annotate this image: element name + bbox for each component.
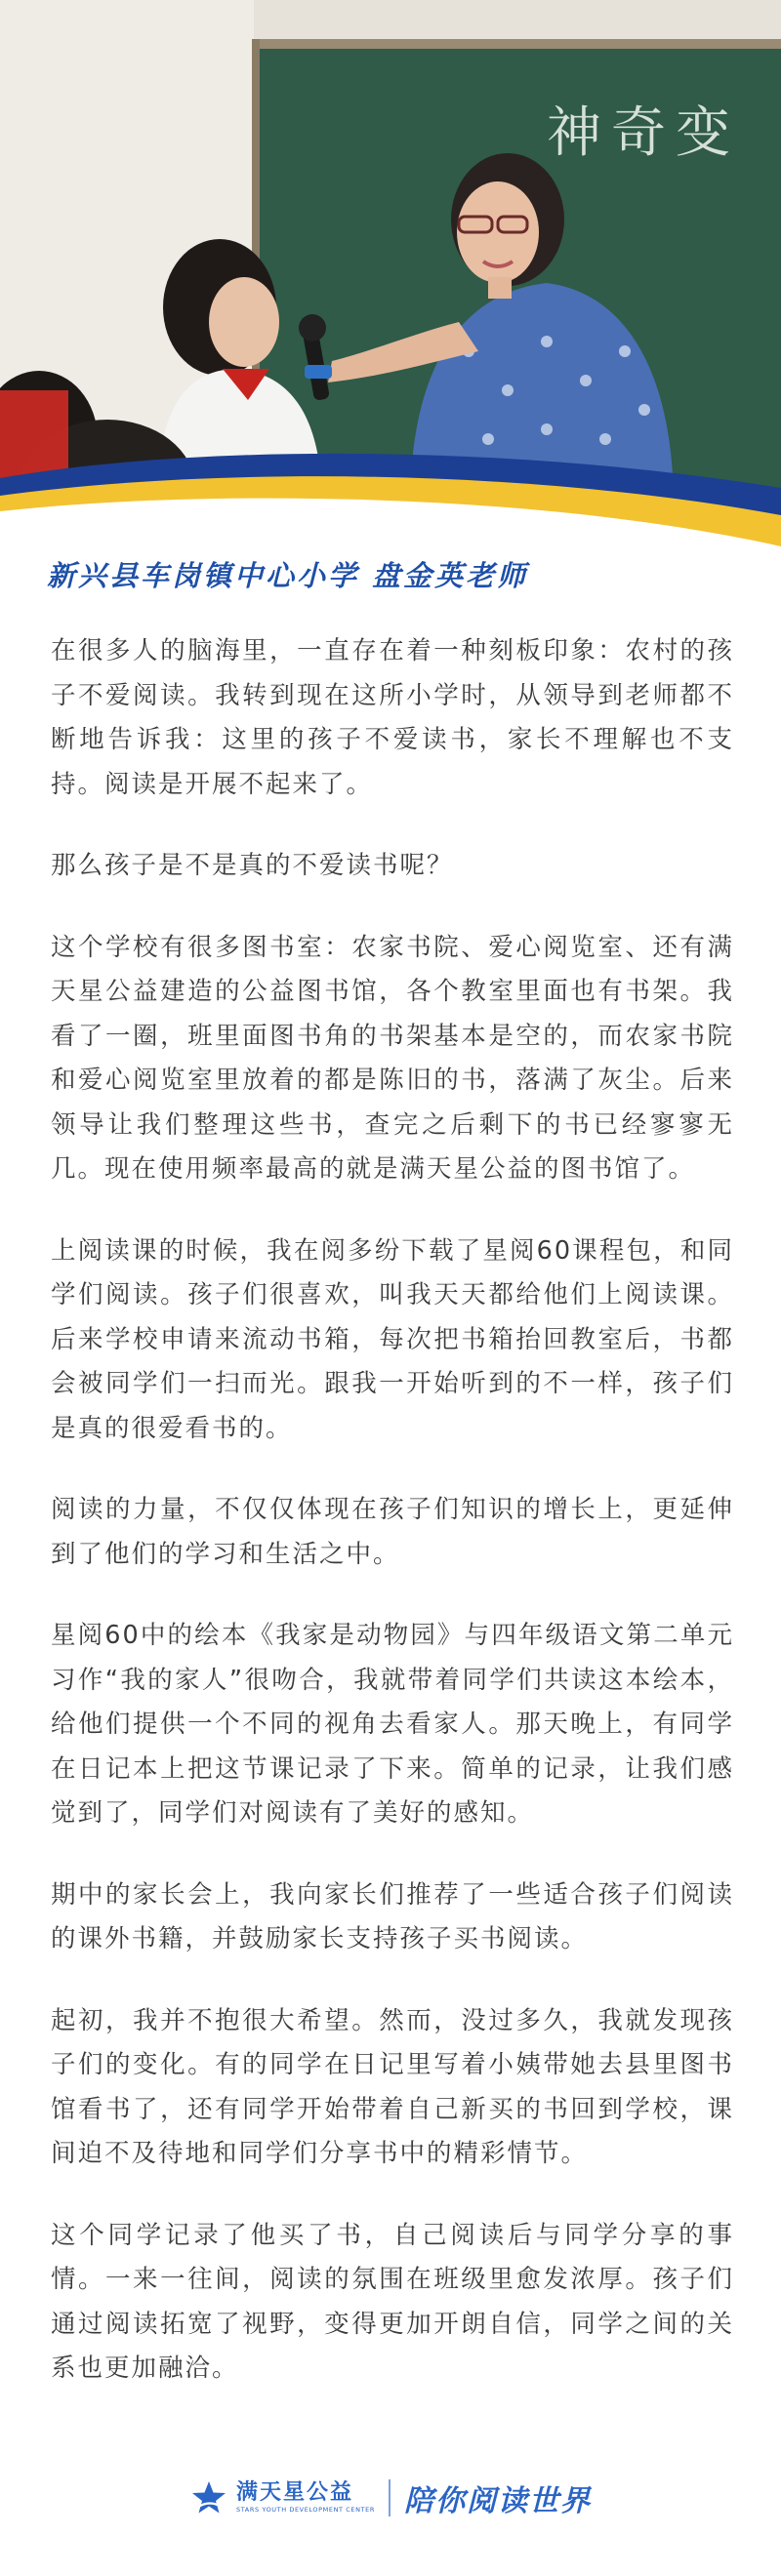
paragraph-1: 在很多人的脑海里，一直存在着一种刻板印象：农村的孩子不爱阅读。我转到现在这所小学时，从领导到老师都不断地告诉我：这里的孩子不爱读书，家长不理解也不支持。阅读是开展不起来了。 [51, 636, 734, 799]
chalkboard-text: 神奇变 [547, 101, 740, 165]
star-logo-icon [189, 2478, 228, 2517]
footer [0, 2459, 781, 2537]
article-body [51, 629, 734, 2429]
paragraph-9: 这个同学记录了他买了书，自己阅读后与同学分享的事情。一来一往间，阅读的氛围在班级里愈发浓厚。孩子们通过阅读拓宽了视野，变得更加开朗自信，同学之间的关系也更加融洽。 [51, 2220, 734, 2383]
footer-slogan: 陪你阅读世界 [403, 2484, 592, 2518]
hero-photo [0, 0, 781, 546]
paragraph-5: 阅读的力量，不仅仅体现在孩子们知识的增长上，更延伸到了他们的学习和生活之中。 [51, 1495, 734, 1569]
brand-name: 满天星公益 [236, 2480, 354, 2505]
paragraph-2: 那么孩子是不是真的不爱读书呢？ [51, 851, 454, 880]
paragraph-8: 起初，我并不抱很大希望。然而，没过多久，我就发现孩子们的变化。有的同学在日记里写着小姨带她去县里图书馆看书了，还有同学开始带着自己新买的书回到学校，课间迫不及待地和同学们分享书中的精彩情节。 [51, 2005, 734, 2168]
brand-english-name: STARS YOUTH DEVELOPMENT CENTER [236, 2506, 375, 2514]
paragraph-4: 上阅读课的时候，我在阅多纷下载了星阅60课程包，和同学们阅读。孩子们很喜欢，叫我天天都给他们上阅读课。后来学校申请来流动书箱，每次把书箱抬回教室后，书都会被同学们一扫而光。跟我一开始听到的不一样，孩子们是真的很爱看书的。 [51, 1235, 734, 1443]
paragraph-6: 星阅60中的绘本《我家是动物园》与四年级语文第二单元习作“我的家人”很吻合，我就带着同学们共读这本绘本，给他们提供一个不同的视角去看家人。那天晚上，有同学在日记本上把这节课记录了下来。简单的记录，让我们感觉到了，同学们对阅读有了美好的感知。 [51, 1621, 734, 1828]
paragraph-7: 期中的家长会上，我向家长们推荐了一些适合孩子们阅读的课外书籍，并鼓励家长支持孩子买书阅读。 [51, 1879, 734, 1953]
footer-divider [389, 2479, 390, 2516]
article-title: 新兴县车岗镇中心小学 盘金英老师 [47, 559, 529, 592]
paragraph-3: 这个学校有很多图书室：农家书院、爱心阅览室、还有满天星公益建造的公益图书馆，各个教室里面也有书架。我看了一圈，班里面图书角的书架基本是空的，而农家书院和爱心阅览室里放着的都是陈旧的书，落满了灰尘。后来领导让我们整理这些书，查完之后剩下的书已经寥寥无几。现在使用频率最高的就是满天星公益的图书馆了。 [51, 932, 734, 1184]
brand-logo [189, 2478, 375, 2517]
